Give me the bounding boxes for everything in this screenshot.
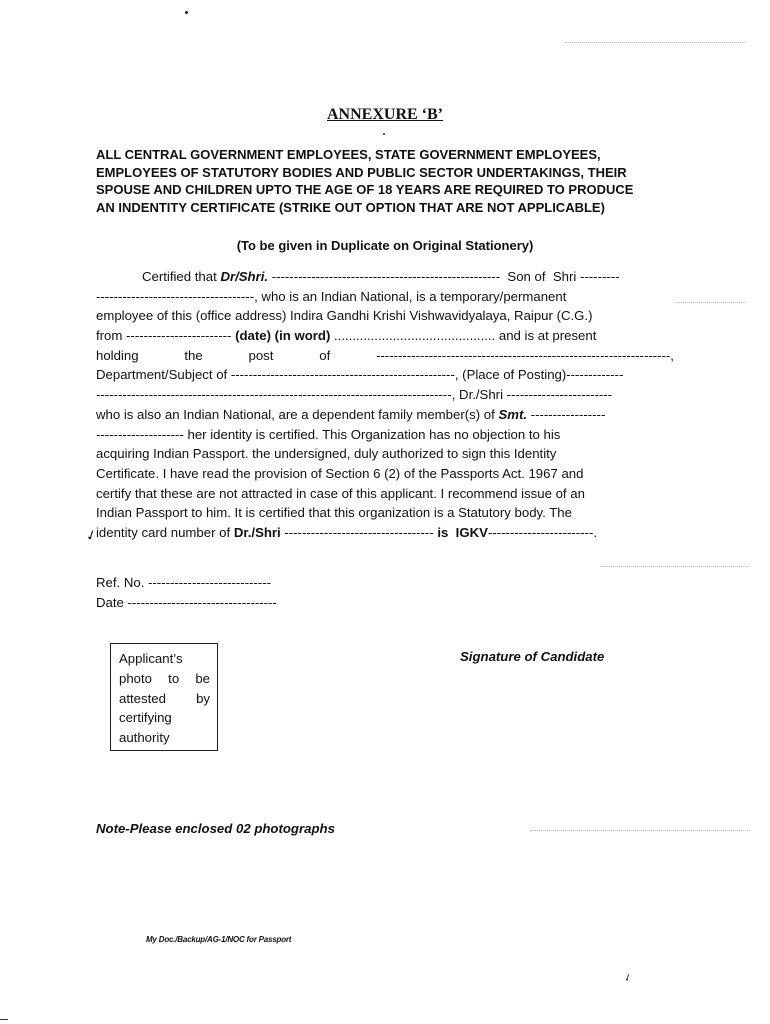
certificate-body [96,267,674,543]
heading-line: EMPLOYEES OF STATUTORY BODIES AND PUBLIC SECTOR UNDERTAKINGS, THEIR [96,164,627,180]
scan-artifact [676,302,746,303]
scan-artifact [600,566,748,567]
body-line: acquiring Indian Passport. the undersigned, duly authorized to sign this Identity [96,446,557,462]
date-line: Date ---------------------------------- [96,594,277,610]
photo-box-line: attested by [119,690,210,706]
heading-line: SPOUSE AND CHILDREN UPTO THE AGE OF 18 YEARS ARE REQUIRED TO PRODUCE [96,182,634,197]
photo-box-line: photo to be [119,670,210,686]
photo-box-line: Applicant’s [119,651,183,666]
heading-line: AN INDENTITY CERTIFICATE (STRIKE OUT OPTION THAT ARE NOT APPLICABLE) [96,199,605,215]
document-title: ANNEXURE ‘B’ [327,106,443,123]
duplicate-instruction: (To be given in Duplicate on Original Stationery) [236,238,534,253]
ref-no-line: Ref. No. ---------------------------- [96,575,271,590]
body-line: -------------------- her identity is certified. This Organization has no objection to his [96,426,561,442]
body-line: employee of this (office address) Indira Gandhi Krishi Vishwavidyalaya, Raipur (C.G.) [96,308,593,324]
photographs-note: Note-Please enclosed 02 photographs [96,821,335,836]
body-line: from ------------------------ (date) (in word) ............................................ and is at present [96,328,597,344]
photo-box-line: authority [119,730,170,746]
body-line: Certificate. I have read the provision of Section 6 (2) of the Passports Act. 1967 and [96,465,584,481]
scan-artifact [565,42,745,43]
applicant-photo-box [110,643,218,751]
body-line: holding the post of -------------------------------------------------------------------, [96,347,674,363]
heading-line: ALL CENTRAL GOVERNMENT EMPLOYEES, STATE GOVERNMENT EMPLOYEES, [96,147,601,162]
scan-artifact [530,830,750,831]
handwritten-tick-mark: ✓ [83,527,100,546]
photo-box-line: certifying [119,710,172,726]
body-line: Indian Passport to him. It is certified that this organization is a Statutory body. The [96,505,572,521]
reference-block [96,573,277,612]
scan-speck [185,11,188,14]
file-path-footer: My Doc./Backup/AG-1/NOC for Passport [146,935,292,944]
body-line: who is also an Indian National, are a dependent family member(s) of Smt. ----------------- [96,406,606,422]
body-line: Department/Subject of ---------------------------------------------------, (Place of Posting)------------- [96,367,624,383]
body-line: ------------------------------------, who is an Indian National, is a temporary/permanent [96,288,567,304]
body-line: Certified that Dr/Shri. ---------------------------------------------------- Son of Shri --------- [142,269,620,284]
body-line: identity card number of Dr./Shri ---------------------------------- is IGKV ------------------------. [96,524,597,540]
body-line: certify that these are not attracted in case of this applicant. I recommend issue of an [96,485,585,501]
eligibility-heading [96,146,673,216]
signature-of-candidate-label: Signature of Candidate [460,649,605,664]
scan-speck [383,133,385,135]
scan-edge-mark [0,1019,8,1020]
body-line: ---------------------------------------------------------------------------------, Dr./Shri ------------------------ [96,387,613,403]
handwritten-tick-mark: ✓ [622,971,635,986]
